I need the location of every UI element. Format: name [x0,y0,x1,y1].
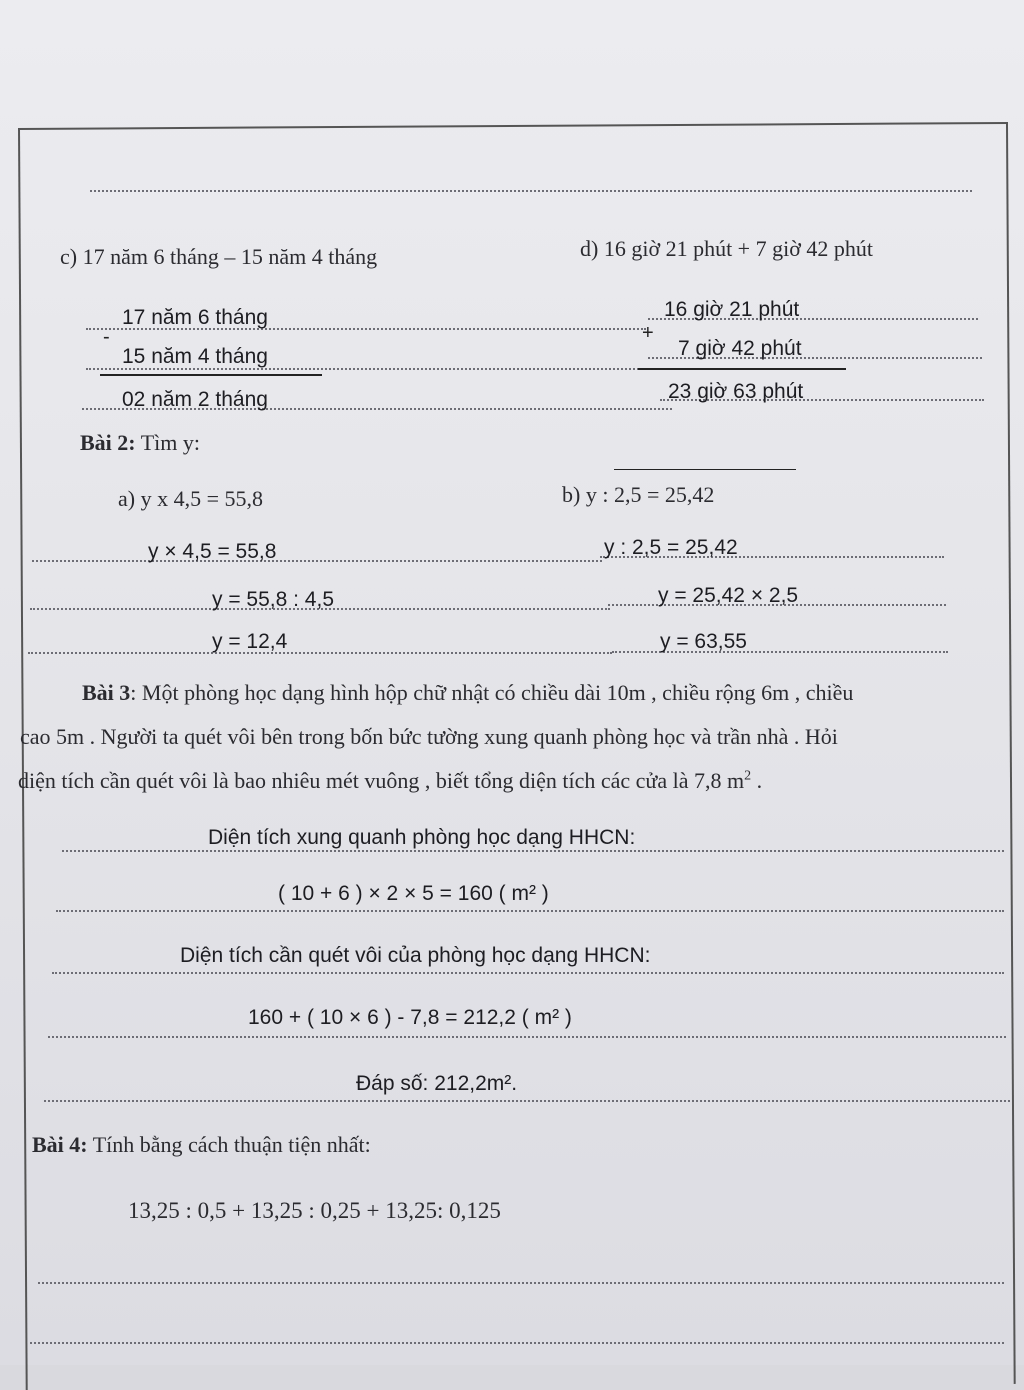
problem-2a: a) y x 4,5 = 55,8 [118,486,263,511]
bai3-answer1: Diện tích xung quanh phòng học dạng HHCN: [208,826,636,849]
bai3-text: : Một phòng học dạng hình hộp chữ nhật có chiều dài 10m , chiều rộng 6m , chiều [130,680,854,705]
bai4-heading [32,1132,371,1158]
bai2-label: Bài 2: [80,430,136,455]
answer-line [38,1282,1004,1284]
bai3-line2: cao 5m . Người ta quét vôi bên trong bốn bức tường xung quanh phòng học và trần nhà . Hỏi [20,724,838,749]
bai3-answer5: Đáp số: 212,2m². [356,1072,518,1095]
bai3-label: Bài 3 [82,680,131,705]
2b-step3: y = 63,55 [660,630,747,653]
addition-bar [638,368,846,370]
bai3-answer4: 160 + ( 10 × 6 ) - 7,8 = 212,2 ( m² ) [248,1006,572,1029]
answer-line [32,560,602,562]
bai3-line3 [18,768,762,794]
plus-sign: + [642,322,654,344]
c-result: 02 năm 2 tháng [122,388,268,411]
squared-superscript: 2 [744,768,752,784]
2a-step3: y = 12,4 [212,630,288,653]
answer-line [48,1036,1006,1038]
bai4-expression: 13,25 : 0,5 + 13,25 : 0,25 + 13,25: 0,125 [128,1198,501,1223]
answer-line [62,850,1004,852]
d-line2: 7 giờ 42 phút [678,337,802,360]
pen-stroke [614,469,796,470]
2a-step1: y × 4,5 = 55,8 [148,540,277,563]
problem-c: c) 17 năm 6 tháng – 15 năm 4 tháng [60,244,378,269]
d-line1: 16 giờ 21 phút [664,298,800,321]
2b-step2: y = 25,42 × 2,5 [658,584,799,607]
subtraction-bar [100,374,322,376]
c-line2: 15 năm 4 tháng [122,345,268,368]
c-line1: 17 năm 6 tháng [122,306,268,329]
d-result: 23 giờ 63 phút [668,380,804,403]
bai3-answer3: Diện tích cần quét vôi của phòng học dạng HHCN: [180,944,651,967]
problem-2b: b) y : 2,5 = 25,42 [562,482,715,507]
bai2-heading [80,430,200,456]
bai4-label: Bài 4: [32,1132,88,1157]
bai3-line3-end: . [751,768,763,793]
problem-d: d) 16 giờ 21 phút + 7 giờ 42 phút [580,236,873,261]
bai3-line1 [82,680,853,706]
minus-sign: - [103,326,110,348]
answer-line [28,652,612,654]
bai4-title: Tính bằng cách thuận tiện nhất: [87,1132,371,1157]
bai3-line3-text: diện tích cần quét vôi là bao nhiêu mét vuông , biết tổng diện tích các cửa là 7,8 m [18,768,745,793]
answer-line [44,1100,1010,1102]
answer-line [56,910,1004,912]
answer-line [90,190,972,192]
bai2-title: Tìm y: [135,430,201,455]
answer-line [30,1342,1004,1344]
bai3-answer2: ( 10 + 6 ) × 2 × 5 = 160 ( m² ) [278,882,549,905]
answer-line [52,972,1004,974]
2b-step1: y : 2,5 = 25,42 [604,536,738,559]
2a-step2: y = 55,8 : 4,5 [212,588,335,611]
